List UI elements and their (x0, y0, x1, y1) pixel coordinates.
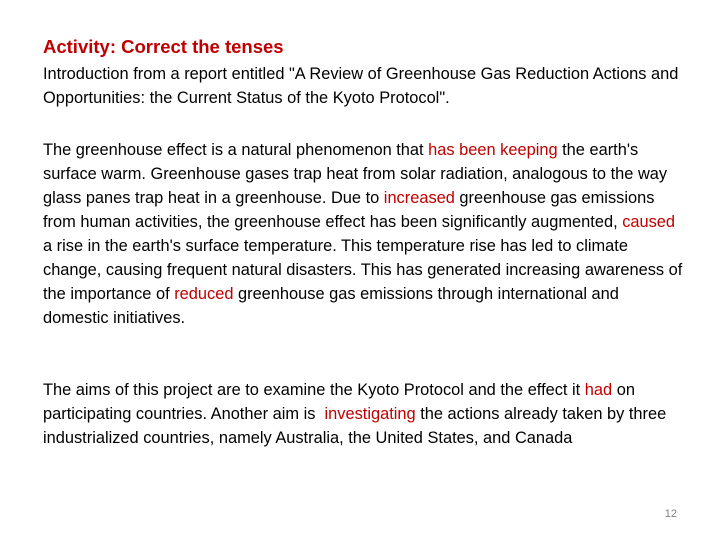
text-segment: a rise in the earth's surface temperature. This temperature rise has led to climate change, causing frequent natural disasters. This has generated increasing awareness of the importance of (43, 237, 683, 303)
intro-text (43, 62, 683, 110)
text-segment: the earth's surface warm. Greenhouse gases trap heat from solar radiation, analogous to the way glass panes trap heat in a greenhouse. Due to (43, 141, 668, 207)
highlighted-verb: investigating (324, 405, 416, 423)
body-paragraph-2 (43, 378, 683, 450)
highlighted-verb: had (584, 381, 613, 399)
paragraph-2 (43, 378, 683, 450)
slide-title: Activity: Correct the tenses (43, 36, 284, 57)
highlighted-verb: caused (622, 213, 676, 231)
text-segment: on participating countries. Another aim is (43, 381, 640, 423)
text-segment: greenhouse gas emissions from human activities, the greenhouse effect has been significantly augmented, (43, 189, 655, 231)
highlighted-verb: increased (383, 189, 455, 207)
highlighted-verb: reduced (174, 285, 234, 303)
text-segment: the actions already taken by three industrialized countries, namely Australia, the United States, and Canada (43, 405, 667, 447)
highlighted-verb: has been keeping (428, 141, 558, 159)
text-segment: The greenhouse effect is a natural phenomenon that (43, 141, 429, 159)
text-segment: greenhouse gas emissions through international and domestic initiatives. (43, 285, 619, 327)
page-number: 12 (664, 508, 677, 520)
intro-paragraph: Introduction from a report entitled "A Review of Greenhouse Gas Reduction Actions and Opportunities: the Current Status of the Kyoto Protocol". (43, 65, 679, 107)
body-paragraph-1 (43, 138, 683, 330)
text-segment: The aims of this project are to examine the Kyoto Protocol and the effect it (43, 381, 585, 399)
paragraph-1 (43, 138, 683, 330)
